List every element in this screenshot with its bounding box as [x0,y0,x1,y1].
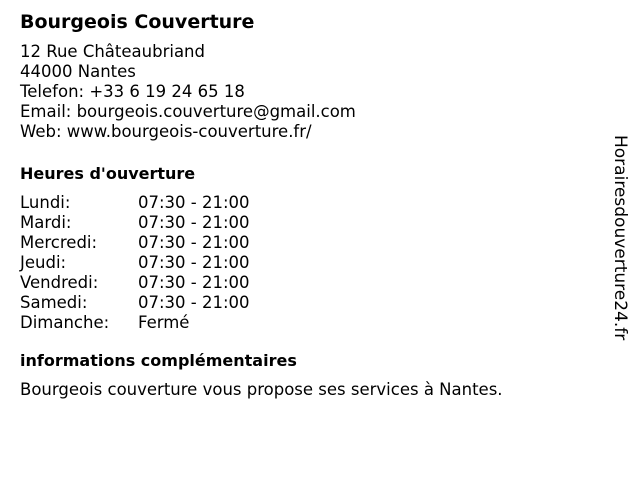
phone-text: Telefon: +33 6 19 24 65 18 [20,82,245,101]
day-hours: 07:30 - 21:00 [138,193,250,212]
day-label: Mardi: [20,213,72,232]
address-block [20,42,600,142]
site-watermark: Horairesdouverture24.fr [610,135,630,341]
hours-row-sunday [20,313,600,333]
hours-row-saturday [20,293,600,313]
website-text: Web: www.bourgeois-couverture.fr/ [20,122,312,141]
day-hours: 07:30 - 21:00 [138,293,250,312]
hours-row-tuesday [20,213,600,233]
day-label: Vendredi: [20,273,99,292]
hours-table [20,193,600,333]
hours-row-friday [20,273,600,293]
address-city: 44000 Nantes [20,62,136,81]
business-card [20,10,600,400]
hours-row-monday [20,193,600,213]
address-street: 12 Rue Châteaubriand [20,42,205,61]
day-hours: 07:30 - 21:00 [138,233,250,252]
day-hours: 07:30 - 21:00 [138,213,250,232]
day-hours: 07:30 - 21:00 [138,273,250,292]
day-hours: Fermé [138,313,190,332]
day-label: Jeudi: [20,253,67,272]
day-label: Mercredi: [20,233,98,252]
email-text: Email: bourgeois.couverture@gmail.com [20,102,356,121]
hours-row-thursday [20,253,600,273]
business-name: Bourgeois Couverture [20,11,255,33]
day-hours: 07:30 - 21:00 [138,253,250,272]
hours-heading: Heures d'ouverture [20,164,196,183]
info-text: Bourgeois couverture vous propose ses services à Nantes. [20,380,503,399]
day-label: Lundi: [20,193,71,212]
hours-row-wednesday [20,233,600,253]
day-label: Samedi: [20,293,88,312]
info-heading: informations complémentaires [20,351,297,370]
day-label: Dimanche: [20,313,110,332]
